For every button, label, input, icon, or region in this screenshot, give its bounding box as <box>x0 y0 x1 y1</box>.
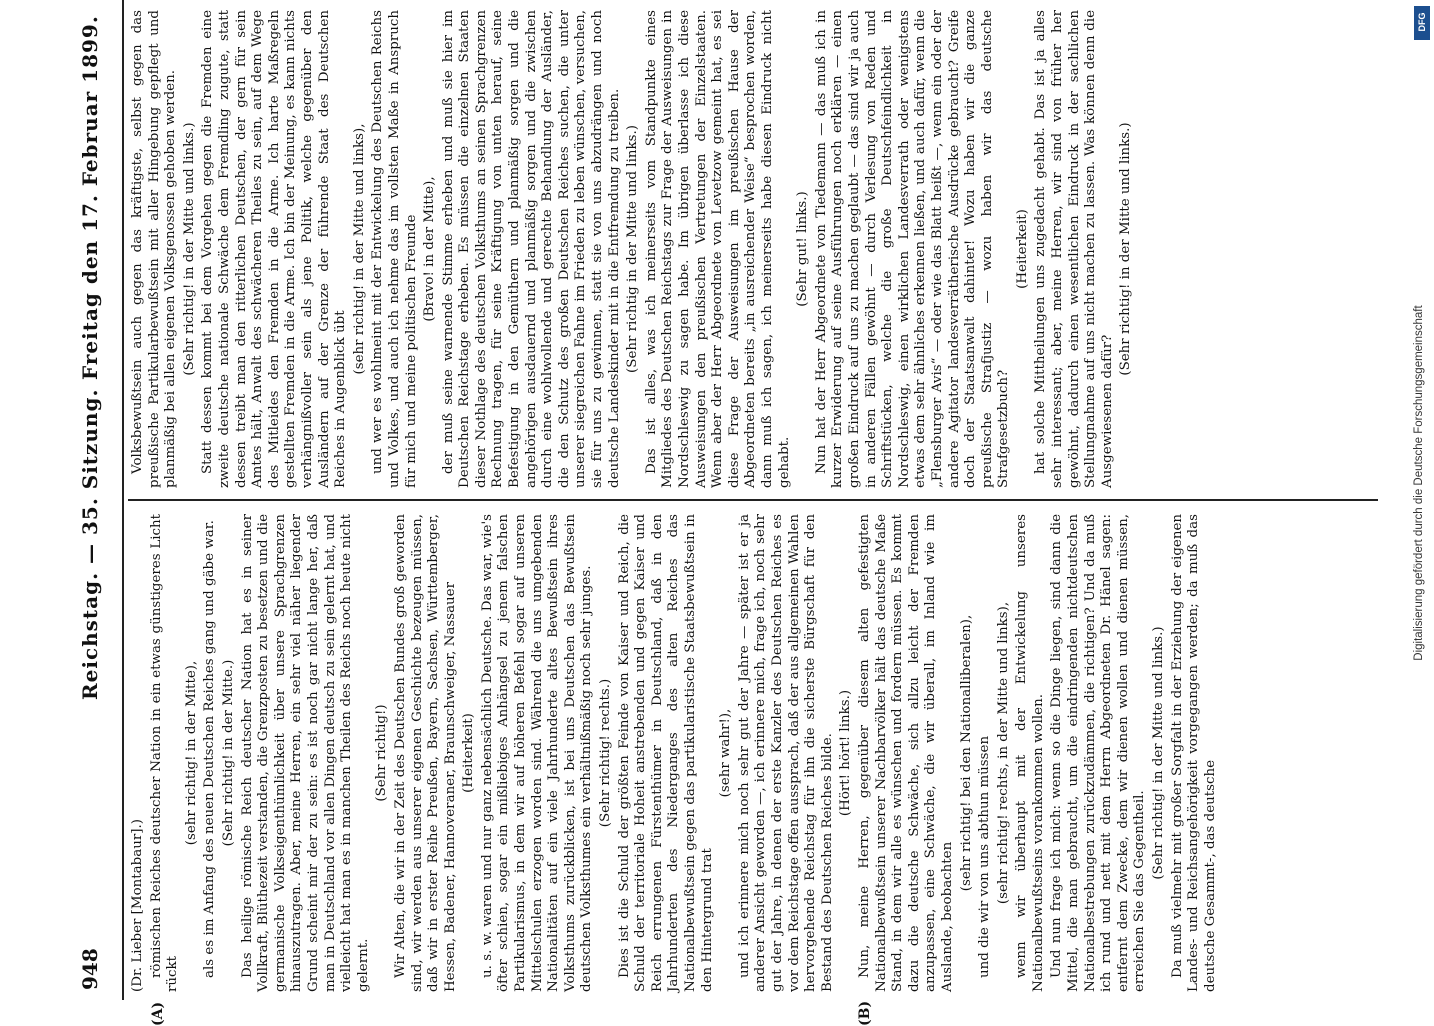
paragraph: Nun hat der Herr Abgeordnete von Tiedemann — das muß ich in kurzer Erwiderung auf seine Ausführungen noch erklären — einen großen Eindruck auf uns zu machen geglaubt — das sind wir ja auch in anderen Fällen gewöhnt — durch Verlesung von Reden und Schriftstücken, welche die große Deutschfeindlichkeit in Nordschleswig, einen wirklichen Landesverrath oder wenigstens etwas dem sehr ähnliches erkennen ließen, und auch dafür, wenn die „Flensburger Avis“ — oder wie das Blatt heißt —, wenn ein oder der andere Agitator landesverrätherische Ausdrücke gebraucht? Greife doch der Staatsanwalt dahinter! Wozu haben wir die ganze preußische Strafjustiz — wozu haben wir das deutsche Strafgesetzbuch? <box>813 10 1012 488</box>
digitization-credit <box>1406 0 1432 1000</box>
paragraph: u. s. w. waren und nur ganz nebensächlich Deutsche. Das war, wie's öfter schien, sogar ein mißliebiges Anhängsel zu jenem falschen Partikularismus, in dem wir auf höheren Befehl sogar auf unseren Mittelschulen erzogen worden sind. Während die uns umgebenden Nationalitäten auf ein viele Jahrhunderte altes Bewußtsein ihres Volksthums zurückblicken, ist bei uns Deutschen das Bewußtsein deutschen Volksthumes ein verhältnißmäßig noch sehr junges. <box>479 514 595 992</box>
header-session: Reichstag. — 35. Sitzung. <box>78 388 102 700</box>
interjection: (sehr richtig! in der Mitte), <box>183 660 199 846</box>
paragraph: und die wir von uns abthun müssen <box>977 735 993 978</box>
interjection: (Hört! hört! links.) <box>838 689 854 817</box>
paragraph: Wir Alten, die wir in der Zeit des Deutschen Bundes groß geworden sind, wir werden aus unserer eigenen Geschichte bezeugen müssen, daß wir in erster Reihe Preußen, Bayern, Sachsen, Württemberger, Hessen, Badener, Hannoveraner, Braunschweiger, Nassauer <box>392 514 458 992</box>
paragraph: Nun, meine Herren, gegenüber diesem alten gefestigten Nationalbewußtsein unserer Nachbarvölker hält das deutsche Maße Stand, in dem wir alle es wünschen und fordern müssen. Es kommt dazu die deutsche Schwäche, sich allzu leicht der Fremden anzupassen, eine Schwäche, die wir überall, im Inland wie im Auslande, beobachten <box>856 514 955 992</box>
interjection: (Sehr richtig in der Mitte und links.) <box>625 125 641 373</box>
interjection: (sehr richtig! rechts, in der Mitte und links), <box>995 601 1011 905</box>
paragraph: und ich erinnere mich noch sehr gut der Jahre — später ist er ja anderer Ansicht geworden —, ich erinnere mich, frage ich, noch sehr gut der Jahre, in denen der erste Kanzler des Deutschen Reiches es vor dem Reichstage offen aussprach, daß der aus allgemeinen Wahlen hervorgehende Reichstag für ihn die sicherste Bürgschaft für den Bestand des Deutschen Reiches bilde. <box>736 514 835 992</box>
page-number: 948 <box>78 948 102 990</box>
interjection: (Sehr richtig! in der Mitte.) <box>220 659 236 847</box>
interjection: (Sehr richtig! in der Mitte und links.) <box>181 122 197 376</box>
interjection: (sehr richtig! bei den Nationalliberalen), <box>958 614 974 892</box>
paragraph: Das ist alles, was ich meinerseits vom Standpunkte eines Mitgliedes des Deutschen Reichstags zur Frage der Ausweisungen in Nordschleswig zu sagen habe. Im übrigen überlasse ich diese Ausweisungen den preußischen Vertretungen der Einzelstaaten. Wenn aber der Herr Abgeordnete von Levetzow gemeint hat, es sei diese Frage der Ausweisungen im preußischen Hause der Abgeordneten bereits „in ausreichender Weise“ besprochen worden, dann muß ich sagen, ich meinerseits habe diesen Eindruck nicht gehabt. <box>643 10 792 488</box>
interjection: (Sehr gut! links.) <box>795 191 811 307</box>
paragraph: der muß seine warnende Stimme erheben und muß sie hier im Deutschen Reichstage erheben. Es müssen die einzelnen Staaten dieser Nothlage des deutschen Volksthums an seinen Sprachgrenzen Rechnung tragen, für seine Kräftigung von unten herauf, seine Befestigung in den Gemüthern und planmäßig sorgen und die angehörigen ausdauernd und planmäßig sorgen und die zwischen durch eine wohlwollende und gerechte Behandlung der Ausländer, die den Schutz des großen Deutschen Reiches suchen, die unter unserer siegreichen Fahne im Frieden zu leben wünschen, versuchen, sie für uns zu gewinnen, statt sie von uns abzudrängen und noch deutsche Landeskinder mit in die Entfremdung zu treiben. <box>440 10 622 488</box>
dfg-logo-text: DFG <box>1417 12 1427 32</box>
rotated-newspaper-sheet <box>62 0 1397 1026</box>
interjection: (sehr wahr!), <box>718 708 734 798</box>
interjection: (Sehr richtig! rechts.) <box>598 678 614 828</box>
paragraph: Da muß vielmehr mit großer Sorgfalt in der Erziehung der eigenen Landes- und Reichsangehörigkeit vorgegangen werden; da muß das deutsche Gesammt-, das deutsche <box>1169 514 1218 992</box>
page-header <box>62 0 120 1000</box>
interjection: (Sehr richtig!) <box>374 704 390 802</box>
paragraph: Das heilige römische Reich deutscher Nation hat es in seiner Vollkraft, Blüthezeit verstanden, die Grenzposten zu besetzen und die germanische Volkseigenthümlichkeit über unsere Sprachgrenzen hinauszutragen. Aber, meine Herren, ein sehr viel näher liegender Grund scheint mir der zu sein: es ist noch gar nicht lange her, daß man in Deutschland vor allen Dingen deutsch zu sein gelernt hat, und vielleicht hat man es in manchen Theilen des Reichs noch heute nicht gelernt. <box>239 514 371 992</box>
paragraph: hat solche Mittheilungen uns zugedacht gehabt. Das ist ja alles sehr interessant; aber, meine Herren, wir sind von früher her gewöhnt, dadurch einen wesentlichen Eindruck in der sachlichen Stellungnahme auf uns nicht machen zu lassen. Was können denn die Ausgewiesenen dafür? <box>1033 10 1115 488</box>
interjection: (sehr richtig! in der Mitte und links), <box>351 123 367 375</box>
header-date: Freitag den 17. Februar 1899. <box>78 15 102 380</box>
paragraph: römischen Reiches deutscher Nation in ein etwas günstigeres Licht rückt <box>148 514 181 992</box>
interjection: (Heiterkeit) <box>1014 209 1030 289</box>
digitization-credit-text: Digitalisierung gefördert durch die Deutsche Forschungsgemeinschaft <box>1413 305 1425 661</box>
interjection: (Bravo! in der Mitte), <box>422 176 438 322</box>
paragraph: Und nun frage ich mich: wenn so die Dinge liegen, sind dann die Mittel, die man gebraucht, um die eindringenden nichtdeutschen Nationalbestrebungen zurückzudämmen, die richtigen? Und da muß ich rund und nett mit dem Herrn Abgeordneten Dr. Hänel sagen: entfernt dem Zwecke, dem wir dienen wollen und dienen müssen, erreichen Sie das Gegentheil. <box>1049 514 1148 992</box>
left-text-column <box>130 514 1380 992</box>
interjection: (Sehr richtig! in der Mitte und links.) <box>1151 626 1167 880</box>
paragraph: Volksbewußtsein auch gegen das kräftigste, selbst gegen das preußische Partikularbewußtsein mit aller Hingebung gepflegt und planmäßig bei allen eigenen Volksgenossen gehoben werden. <box>130 10 179 488</box>
interjection: (Sehr richtig! in der Mitte und links.) <box>1118 122 1134 376</box>
paragraph: wenn wir überhaupt mit der Entwickelung unseres Nationalbewußtseins vorankommen wollen. <box>1014 514 1046 992</box>
paragraph: Dies ist die Schuld der größten Feinde von Kaiser und Reich, die Schuld der territoriale Hoheit anstrebenden und gegen Kaiser und Reich errungenen Fürstenthümer in Deutschland, daß in den Jahrhunderten des Niederganges des alten Reiches das Nationalbewußtsein gegen das partikularistische Staatsbewußtsein in den Hintergrund trat <box>616 514 715 992</box>
header-rule <box>122 0 124 1000</box>
paragraph: Statt dessen kommt bei dem Vorgehen gegen die Fremden eine zweite deutsche nationale Schwäche dem Fremdling zugute, statt dessen treibt man den ritterlichen Deutschen, der gern für sein Amtes hält, Anwalt des schwächeren Theiles zu sein, auf dem Wege des Mitleides den Fremden in die Arme. Ich harte Maßregeln gestellten Fremden in die Arme. Ich bin der Meinung, es kann nichts verhängnißvoller sein als jene Politik, welche gegenüber den Ausländern auf der Grenze der führende Staat des Deutschen Reiches in Augenblick übt <box>200 10 349 488</box>
column-divider <box>128 499 1378 501</box>
margin-marker-a: (A) <box>150 1001 166 1026</box>
right-text-column <box>130 10 1380 488</box>
margin-marker-b: (B) <box>857 1000 873 1026</box>
interjection: (Heiterkeit) <box>461 713 477 793</box>
speaker-attribution: (Dr. Lieber [Montabaur].) <box>130 819 145 992</box>
paragraph: und wer es wohlmeint mit der Entwickelung des Deutschen Reichs und Volkes, und auch ich nehme das im vollsten Maße in Anspruch für mich und meine politischen Freunde <box>370 10 419 488</box>
dfg-logo <box>1414 6 1430 40</box>
paragraph: als es im Anfang des neuen Deutschen Reiches gang und gäbe war. <box>202 520 218 978</box>
